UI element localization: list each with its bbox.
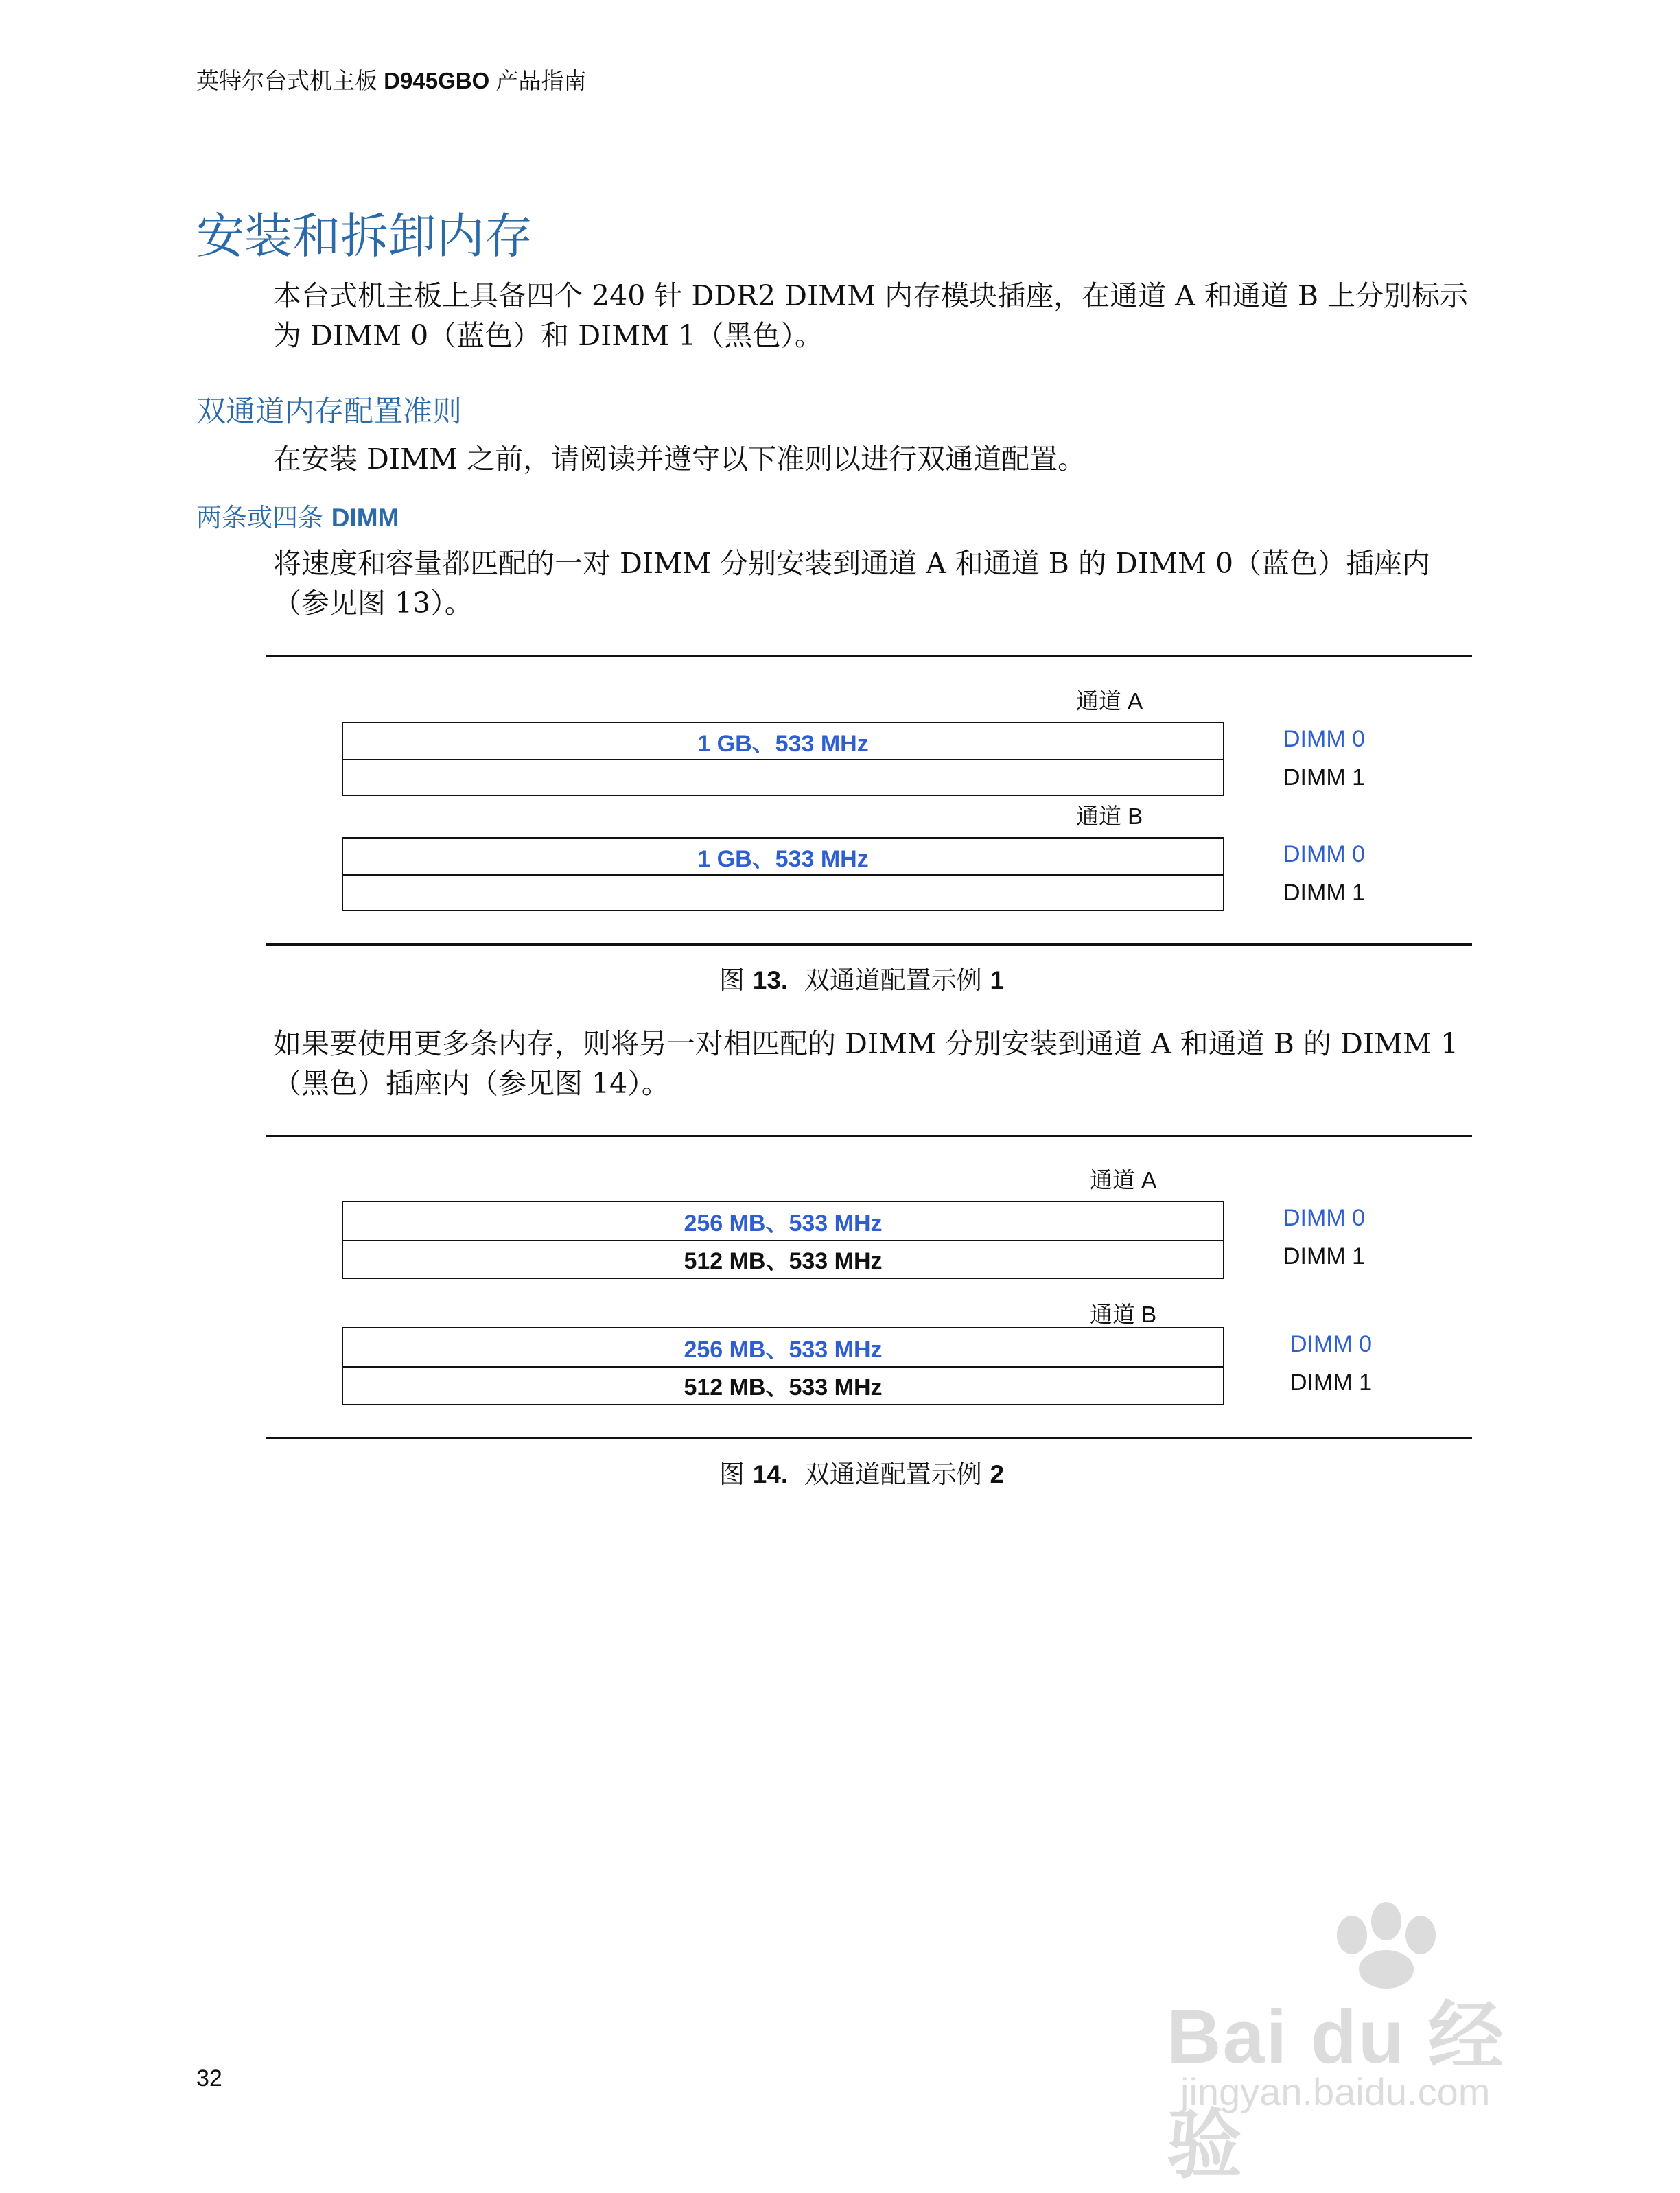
figure13-channel-a-dimm1: [343, 759, 1223, 795]
header-model: D945GBO: [384, 68, 490, 93]
watermark-url: jingyan.baidu.com: [1180, 2070, 1491, 2113]
figure14-caption-prefix: 图: [719, 1459, 753, 1489]
figure14-channel-b-slots: [342, 1327, 1224, 1405]
guideline-text-2: 如果要使用更多条内存，则将另一对相匹配的 DIMM 分别安装到通道 A 和通道 B 的 DIMM 1（黑色）插座内（参见图 14）。: [273, 1027, 1459, 1100]
figure13-channel-b-dimm1-label: DIMM 1: [1283, 880, 1365, 906]
figure13-channel-a-dimm1-label: DIMM 1: [1283, 764, 1365, 790]
figure13-caption-index: 1: [990, 966, 1005, 994]
figure13-channel-b-dimm0-label: DIMM 0: [1283, 841, 1365, 867]
figure14-channel-a-slots: [342, 1201, 1224, 1279]
figure14-channel-b-dimm1: 512 MB、533 MHz: [684, 1374, 883, 1400]
figure14-caption: [719, 1453, 1004, 1490]
figure14-caption-index: 2: [990, 1460, 1005, 1488]
figure13-caption-text: 双通道配置示例: [788, 965, 990, 995]
figure14-bottom-rule: [266, 1437, 1472, 1439]
figure14-channel-b-dimm0-label: DIMM 0: [1290, 1331, 1372, 1357]
figure13-top-rule: [266, 655, 1472, 657]
watermark-brand: Bai du 经验: [1167, 1995, 1505, 2188]
figure13-channel-a-dimm0: 1 GB、533 MHz: [343, 723, 1223, 760]
section-title: 安装和拆卸内存: [196, 208, 533, 264]
figure13-channel-a-label: 通道 A: [1076, 688, 1143, 714]
figure13-channel-b-label: 通道 B: [1076, 804, 1143, 829]
figure13-channel-b-dimm0: 1 GB、533 MHz: [343, 838, 1223, 876]
running-header: [196, 63, 586, 95]
figure14-channel-b-dimm0: 256 MB、533 MHz: [343, 1328, 1223, 1368]
figure14-channel-a-dimm0: 256 MB、533 MHz: [343, 1202, 1223, 1241]
figure13-caption-number: 13.: [752, 966, 789, 994]
guideline-text-1: 将速度和容量都匹配的一对 DIMM 分别安装到通道 A 和通道 B 的 DIMM 0（蓝色）插座内（参见图 13）。: [273, 547, 1431, 620]
figure13-channel-b-slots: [342, 837, 1224, 911]
subsubsection-title-prefix: 两条或四条: [196, 503, 331, 532]
figure13-bottom-rule: [266, 943, 1472, 946]
figure14-caption-text: 双通道配置示例: [788, 1459, 990, 1489]
figure13-caption-prefix: 图: [719, 965, 753, 995]
subsection-title: 双通道内存配置准则: [196, 395, 462, 429]
figure14-channel-b-label: 通道 B: [1090, 1302, 1157, 1327]
section-intro: 本台式机主板上具备四个 240 针 DDR2 DIMM 内存模块插座，在通道 A 和通道 B 上分别标示为 DIMM 0（蓝色）和 DIMM 1（黑色）。: [273, 279, 1469, 352]
figure14-top-rule: [266, 1135, 1472, 1137]
figure13-channel-a-slots: [342, 722, 1224, 796]
page-number: 32: [196, 2065, 222, 2091]
figure14-caption-number: 14.: [752, 1460, 789, 1488]
subsubsection-title-bold: DIMM: [331, 504, 399, 532]
figure14-channel-a-dimm1-label: DIMM 1: [1283, 1243, 1365, 1269]
figure14-channel-a-label: 通道 A: [1090, 1167, 1157, 1193]
figure14-channel-a-dimm1: 512 MB、533 MHz: [684, 1248, 883, 1274]
header-prefix: 英特尔台式机主板: [196, 68, 384, 93]
figure13-caption: [719, 959, 1004, 996]
figure13-channel-b-dimm1: [343, 874, 1223, 910]
header-suffix: 产品指南: [489, 68, 587, 93]
subsection-intro: 在安装 DIMM 之前，请阅读并遵守以下准则以进行双通道配置。: [273, 443, 1086, 476]
figure13-channel-a-dimm0-label: DIMM 0: [1283, 726, 1365, 752]
subsubsection-title: [196, 497, 399, 534]
baidu-jingyan-watermark: [1167, 1894, 1578, 2188]
figure14-channel-a-dimm0-label: DIMM 0: [1283, 1205, 1365, 1231]
figure14-channel-b-dimm1-label: DIMM 1: [1290, 1370, 1372, 1396]
